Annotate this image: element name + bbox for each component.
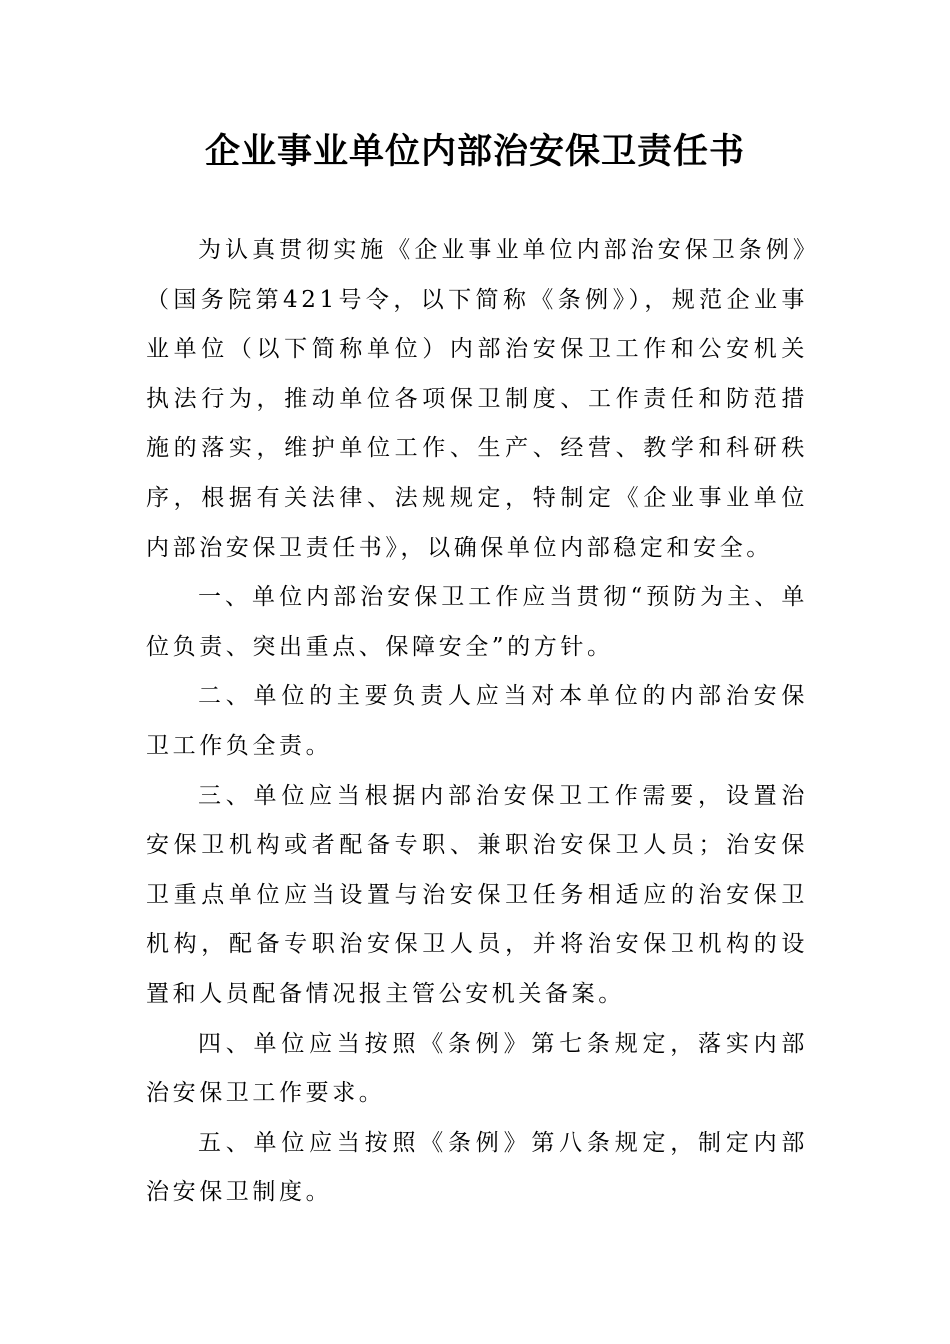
paragraph-clause-5: 五、单位应当按照《条例》第八条规定，制定内部治安保卫制度。	[146, 1129, 808, 1206]
paragraph-clause-2: 二、单位的主要负责人应当对本单位的内部治安保卫工作负全责。	[146, 683, 808, 759]
document-title: 企业事业单位内部治安保卫责任书	[204, 131, 745, 172]
paragraph-clause-4: 四、单位应当按照《条例》第七条规定，落实内部治安保卫工作要求。	[146, 1030, 808, 1107]
paragraph-clause-3: 三、单位应当根据内部治安保卫工作需要，设置治安保卫机构或者配备专职、兼职治安保卫人员；治安保卫重点单位应当设置与治安保卫任务相适应的治安保卫机构，配备专职治安保卫人员，并将治安保卫机构的设置和人员配备情况报主管公安机关备案。	[146, 782, 808, 1007]
paragraph-clause-1: 一、单位内部治安保卫工作应当贯彻“预防为主、单位负责、突出重点、保障安全”的方针。	[146, 584, 808, 660]
document-body	[146, 226, 808, 1218]
paragraph-intro: 为认真贯彻实施《企业事业单位内部治安保卫条例》（国务院第421号令，以下简称《条例》），规范企业事业单位（以下简称单位）内部治安保卫工作和公安机关执法行为，推动单位各项保卫制度、工作责任和防范措施的落实，维护单位工作、生产、经营、教学和科研秩序，根据有关法律、法规规定，特制定《企业事业单位内部治安保卫责任书》，以确保单位内部稳定和安全。	[146, 237, 808, 561]
